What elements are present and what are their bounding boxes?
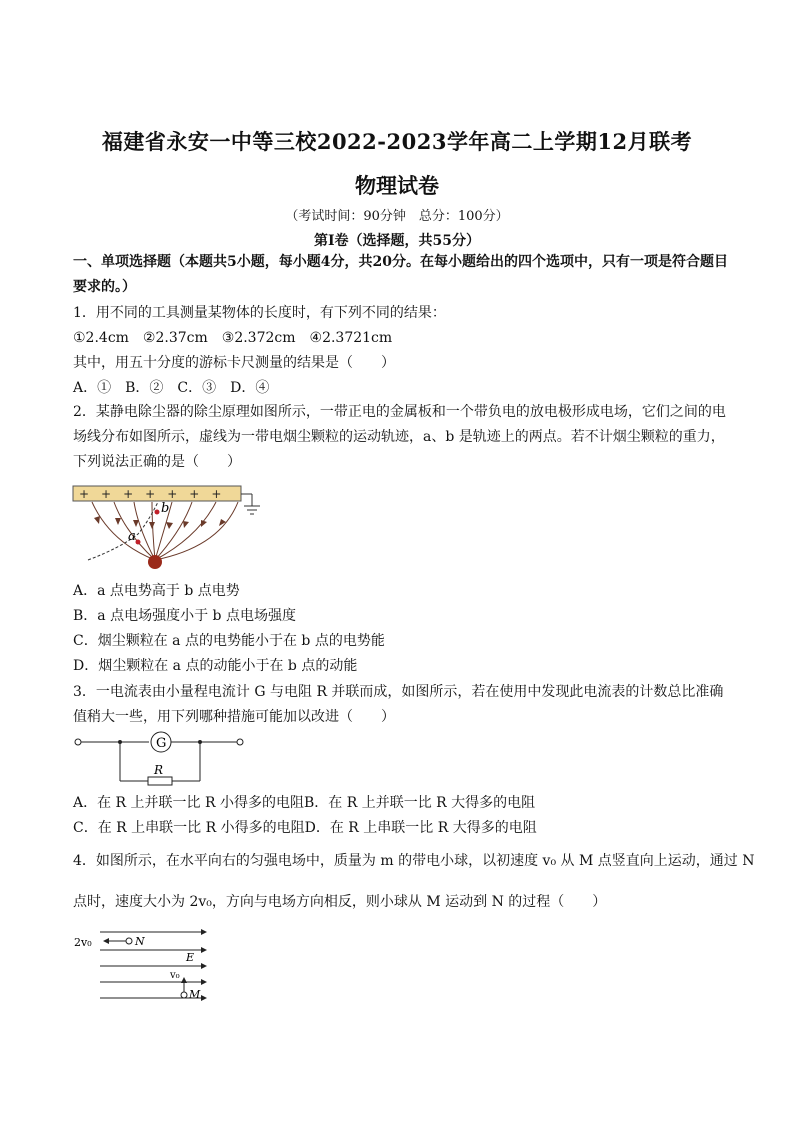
q2-label-b: b	[161, 501, 170, 516]
section1-heading: 一、单项选择题（本题共5小题，每小题4分，共20分。在每小题给出的四个选项中，只有一项是符合题目要求的。）	[73, 254, 728, 295]
q1-question: 其中，用五十分度的游标卡尺测量的结果是（ ）	[73, 355, 395, 371]
q4-field-figure	[72, 926, 212, 1002]
exam-info: （考试时间：90分钟 总分：100分）	[285, 209, 509, 224]
subject-title: 物理试卷	[355, 173, 439, 198]
q2-option-c: C．烟尘颗粒在 a 点的电势能小于在 b 点的电势能	[73, 633, 385, 649]
q4-label-n: N	[135, 935, 145, 948]
q2-electrostatic-figure	[70, 482, 270, 574]
q4-label-e: E	[186, 951, 195, 964]
volume-heading: 第Ⅰ卷（选择题，共55分）	[313, 233, 481, 249]
q2-point-a	[136, 540, 141, 545]
q4-label-m: M	[189, 988, 201, 1001]
q1-options: A．① B．② C．③ D．④	[73, 380, 270, 396]
q2-point-b	[155, 510, 160, 515]
q4-stem-line2: 点时，速度大小为 2v₀，方向与电场方向相反，则小球从 M 运动到 N 的过程（ ）	[73, 894, 607, 910]
exam-title: 福建省永安一中等三校2022-2023学年高二上学期12月联考	[101, 129, 693, 154]
q3-label-g: G	[156, 736, 167, 751]
q3-resistor	[148, 777, 172, 785]
q3-options-cd: C．在 R 上串联一比 R 小得多的电阻D．在 R 上串联一比 R 大得多的电阻	[73, 820, 537, 836]
q3-options-ab: A．在 R 上并联一比 R 小得多的电阻B．在 R 上并联一比 R 大得多的电阻	[73, 795, 536, 811]
q4-point-m	[181, 992, 187, 998]
q4-stem-line1: 4．如图所示，在水平向右的匀强电场中，质量为 m 的带电小球，以初速度 v₀ 从 M 点竖直向上运动，通过 N	[73, 853, 755, 869]
q1-results: ①2.4cm ②2.37cm ③2.372cm ④2.3721cm	[73, 330, 393, 346]
q4-point-n	[126, 938, 132, 944]
q2-trajectory	[88, 502, 158, 560]
q1-stem: 1．用不同的工具测量某物体的长度时，有下列不同的结果：	[73, 305, 446, 321]
q2-stem: 2．某静电除尘器的除尘原理如图所示，一带正电的金属板和一个带负电的放电极形成电场，它们之间的电场线分布如图所示，虚线为一带电烟尘颗粒的运动轨迹，a、b 是轨迹上的两点。若不计烟尘颗粒的重力，下列说法正确的是（ ）	[73, 404, 726, 470]
q2-plus-signs: + + + + + + +	[79, 487, 222, 501]
q2-option-b: B．a 点电场强度小于 b 点电场强度	[73, 608, 296, 624]
q2-discharge-electrode	[148, 555, 162, 569]
q2-label-a: a	[128, 529, 136, 544]
q4-label-v0: v₀	[170, 970, 180, 981]
q3-label-r: R	[154, 763, 164, 777]
q3-circuit-figure	[74, 730, 246, 788]
q2-option-a: A．a 点电势高于 b 点电势	[73, 583, 240, 599]
q3-stem: 3．一电流表由小量程电流计 G 与电阻 R 并联而成，如图所示，若在使用中发现此电流表的计数总比准确值稍大一些，用下列哪种措施可能加以改进（ ）	[73, 684, 724, 725]
q2-option-d: D．烟尘颗粒在 a 点的动能小于在 b 点的动能	[73, 658, 358, 674]
q4-label-2v0: 2v₀	[74, 936, 92, 949]
